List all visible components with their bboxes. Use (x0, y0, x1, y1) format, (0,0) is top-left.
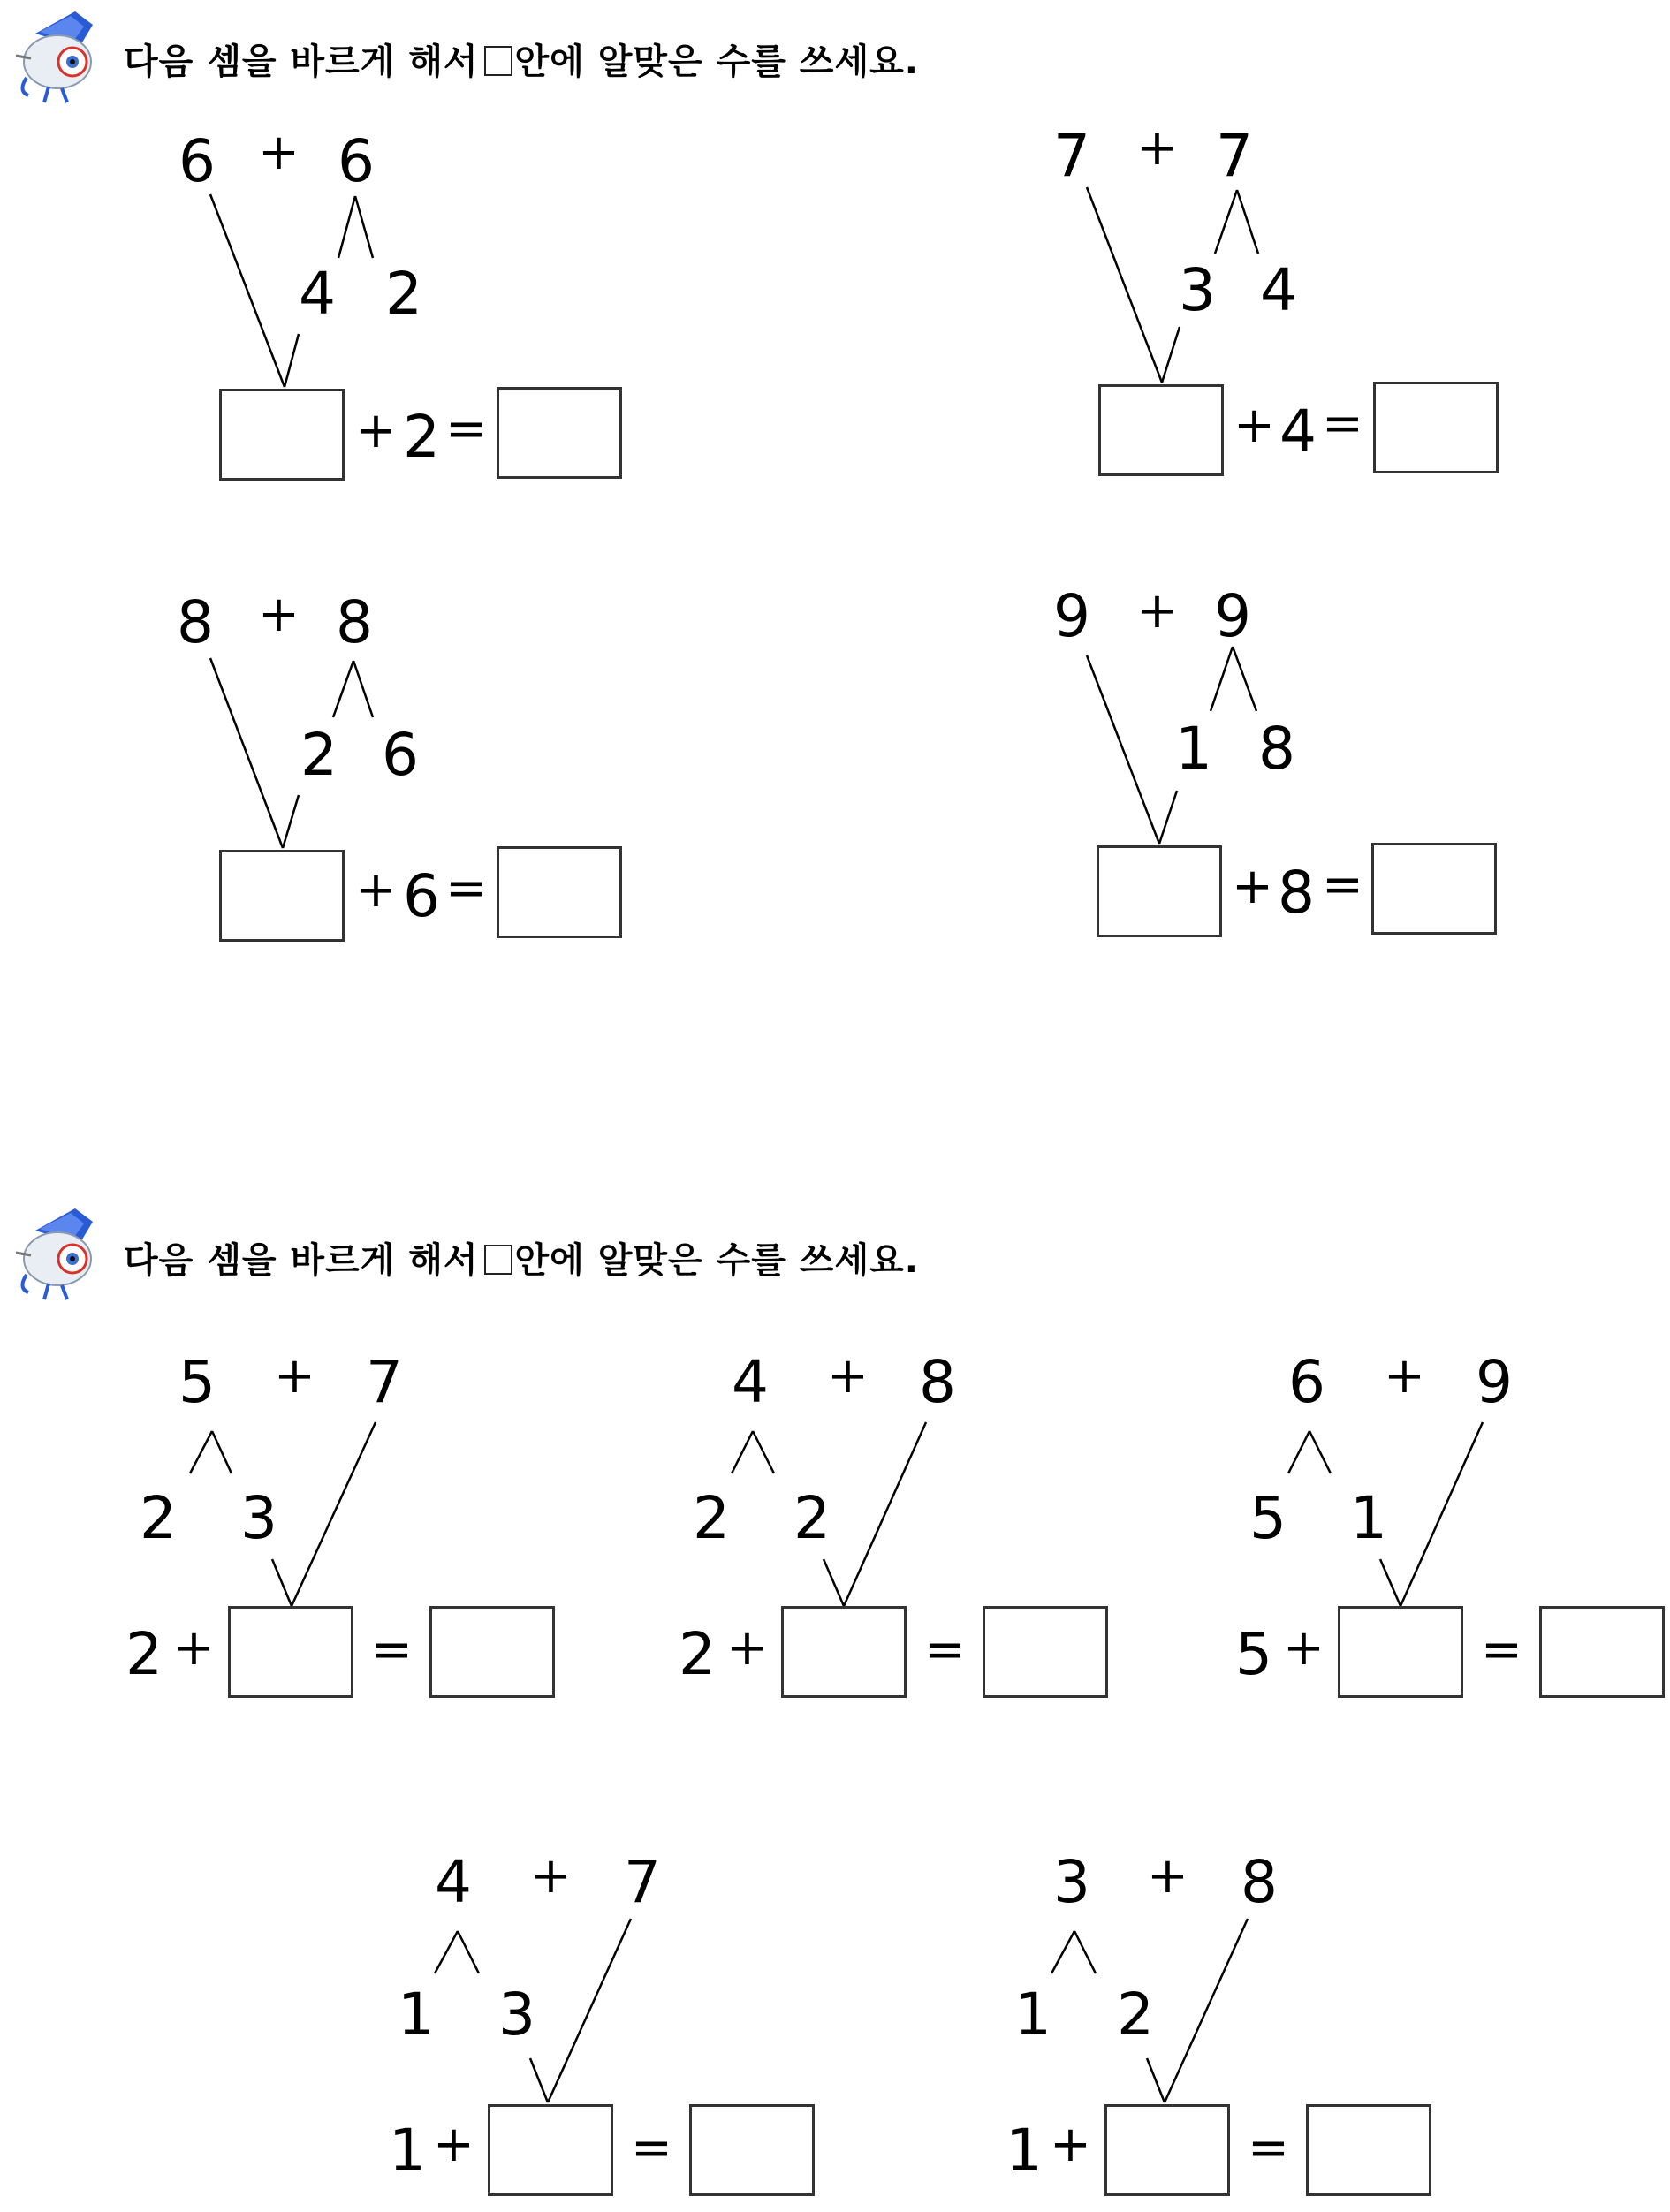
plus-sign: + (1136, 582, 1178, 640)
plus-sign: + (530, 1847, 572, 1905)
addend-b: 9 (1476, 1348, 1513, 1416)
equals-sign: = (445, 400, 487, 458)
known-addend: 1 (389, 2117, 426, 2185)
known-addend: 2 (403, 403, 440, 471)
instruction-text: 다음 셈을 바르게 해서 안에 알맞은 수를 쓰세요. (124, 42, 919, 82)
split-part-2: 4 (1260, 256, 1297, 324)
split-part-1: 1 (1014, 1981, 1051, 2049)
addend-b: 8 (336, 588, 373, 656)
known-addend: 2 (679, 1620, 716, 1688)
split-part-2: 3 (498, 1981, 535, 2049)
addend-b: 8 (1241, 1848, 1278, 1916)
equals-sign: = (1322, 856, 1363, 913)
known-addend: 5 (1235, 1620, 1272, 1688)
split-part-1: 2 (300, 721, 338, 789)
equals-sign: = (1248, 2119, 1289, 2177)
split-part-2: 2 (385, 260, 422, 328)
addend-b: 6 (338, 127, 375, 195)
addend-a: 3 (1053, 1848, 1090, 1916)
equals-sign: = (1322, 395, 1363, 452)
plus-sign: + (355, 861, 397, 919)
plus-sign: + (274, 1347, 315, 1405)
split-part-2: 2 (1117, 1981, 1154, 2049)
addend-b: 7 (624, 1848, 661, 1916)
equals-sign: = (1481, 1621, 1522, 1678)
split-part-2: 8 (1258, 715, 1295, 783)
known-addend: 6 (403, 862, 440, 930)
addend-a: 4 (435, 1848, 472, 1916)
addend-a: 6 (178, 127, 216, 195)
plus-sign: + (1147, 1847, 1188, 1905)
split-part-2: 6 (382, 721, 419, 789)
split-part-1: 5 (1249, 1484, 1287, 1552)
addend-a: 6 (1288, 1348, 1325, 1416)
equals-sign: = (924, 1621, 966, 1678)
addend-b: 7 (366, 1348, 403, 1416)
known-addend: 4 (1279, 398, 1317, 466)
split-part-1: 1 (1175, 715, 1212, 783)
split-part-2: 2 (793, 1484, 831, 1552)
known-addend: 2 (125, 1620, 163, 1688)
addend-a: 9 (1053, 582, 1090, 650)
plus-sign: + (355, 402, 397, 459)
instruction-text: 다음 셈을 바르게 해서 안에 알맞은 수를 쓰세요. (124, 1240, 919, 1281)
plus-sign: + (433, 2116, 474, 2173)
answer-box-result[interactable] (1306, 2104, 1431, 2196)
addend-b: 9 (1214, 582, 1251, 650)
plus-sign: + (1136, 119, 1178, 177)
plus-sign: + (726, 1619, 768, 1677)
plus-sign: + (827, 1347, 869, 1405)
addend-a: 4 (732, 1348, 769, 1416)
plus-sign: + (1384, 1347, 1425, 1405)
plus-sign: + (1232, 858, 1273, 915)
plus-sign: + (1234, 397, 1275, 454)
equals-sign: = (371, 1621, 413, 1678)
split-part-2: 3 (240, 1484, 277, 1552)
addend-a: 8 (177, 588, 214, 656)
equals-sign: = (631, 2119, 672, 2177)
addend-b: 7 (1216, 122, 1253, 190)
plus-sign: + (1050, 2116, 1091, 2173)
plus-sign: + (258, 124, 300, 181)
known-addend: 8 (1278, 859, 1315, 927)
split-part-1: 2 (140, 1484, 177, 1552)
plus-sign: + (173, 1619, 215, 1677)
split-part-1: 3 (1179, 256, 1216, 324)
answer-box-missing-addend[interactable] (1104, 2104, 1230, 2196)
split-part-1: 2 (693, 1484, 730, 1552)
known-addend: 1 (1006, 2117, 1043, 2185)
split-part-1: 1 (398, 1981, 435, 2049)
addend-b: 8 (919, 1348, 956, 1416)
plus-sign: + (258, 586, 300, 643)
addend-a: 5 (178, 1348, 216, 1416)
split-part-1: 4 (299, 260, 336, 328)
addend-a: 7 (1053, 122, 1090, 190)
plus-sign: + (1283, 1619, 1325, 1677)
split-part-2: 1 (1350, 1484, 1387, 1552)
equals-sign: = (445, 860, 487, 917)
